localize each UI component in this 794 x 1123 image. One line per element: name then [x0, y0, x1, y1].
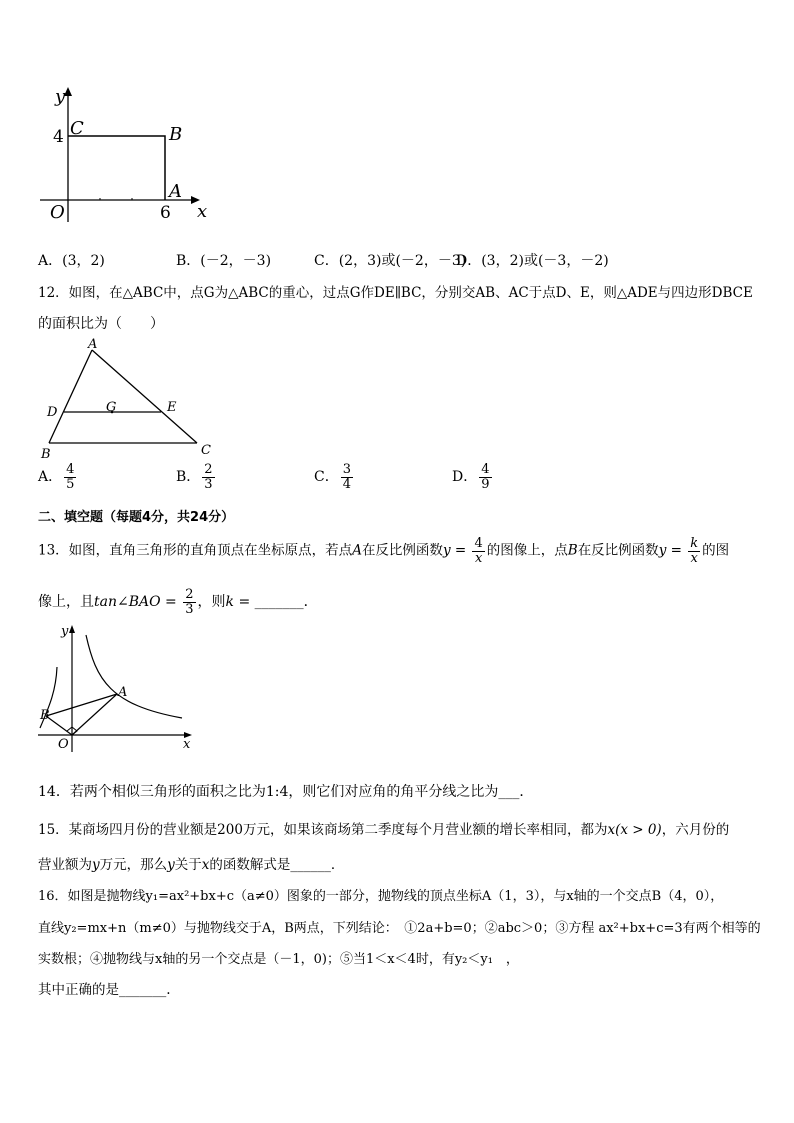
denominator: 3: [185, 601, 194, 617]
label-c: C: [201, 443, 211, 458]
q15-line1: [38, 818, 729, 838]
y-axis-arrow: [69, 625, 75, 633]
section-heading: 二、填空题（每题4分，共24分）: [38, 510, 235, 525]
label-a: A: [88, 337, 98, 352]
q13-text: 在反比例函数: [361, 542, 443, 559]
denominator: x: [474, 550, 483, 566]
var-k: k: [225, 594, 235, 611]
q13-text: 的图像上，点: [486, 542, 568, 559]
label-b: B: [41, 447, 51, 461]
fraction: [688, 537, 700, 565]
segment-ob: [46, 716, 72, 735]
segment-oa: [72, 694, 117, 735]
fraction: [472, 537, 484, 565]
q13-figure: [30, 620, 200, 755]
q11-option-a: A．(3，2): [38, 253, 105, 269]
tick-label-x: 6: [160, 203, 171, 223]
equals: =: [160, 594, 182, 611]
fraction: [202, 463, 214, 491]
q16-line4: 其中正确的是_______.: [38, 982, 171, 998]
numerator: 4: [481, 462, 490, 477]
q16-line2: 直线y₂=mx+n（m≠0）与抛物线交于A，B两点，下列结论： ①2a+b=0；②abc＞0；③方程 ax²+bx+c=3有两个相等的: [38, 921, 761, 936]
equals: =: [666, 542, 687, 559]
label-a: A: [169, 181, 182, 202]
q13-text: 的图: [702, 542, 730, 559]
label-g: G: [106, 400, 117, 415]
q11-option-c: C．(2，3)或(－2，－3): [314, 253, 467, 269]
q13-answer-blank: = _______．: [234, 594, 318, 611]
var-y: y: [167, 857, 175, 873]
q15-text: 的函数解式是______．: [209, 857, 345, 873]
q12-line1: 12．如图，在△ABC中，点G为△ABC的重心，过点G作DE∥BC，分别交AB、AC于点D、E，则△ADE与四边形DBCE: [38, 285, 753, 301]
q11-option-d: D．(3，2)或(－3，－2): [456, 253, 609, 269]
x-axis-label: x: [183, 737, 191, 752]
var-y: y: [92, 857, 100, 873]
label-b: B: [169, 124, 183, 145]
option-label: B．: [176, 469, 201, 486]
q13-text: ，则: [197, 594, 226, 611]
fraction: [341, 463, 353, 491]
q13-text: 13．如图，直角三角形的直角顶点在坐标原点，若点: [38, 542, 353, 559]
q12-option-a: [38, 463, 78, 491]
denominator: 5: [66, 476, 75, 492]
label-a: A: [118, 685, 128, 700]
q12-option-d: [452, 463, 494, 491]
q15-text: 万元，那么: [99, 857, 168, 873]
q12-option-c: [314, 463, 355, 491]
numerator: k: [690, 536, 699, 551]
var-y: y: [658, 542, 667, 559]
fraction: [183, 588, 195, 616]
q13-text: 在反比例函数: [577, 542, 659, 559]
label-d: D: [47, 405, 58, 420]
q15-text: 关于: [174, 857, 202, 873]
q14-text: 14．若两个相似三角形的面积之比为1:4，则它们对应角的角平分线之比为___．: [38, 784, 534, 800]
q16-line1: 16．如图是抛物线y₁=ax²+bx+c（a≠0）图象的一部分，抛物线的顶点坐标A（1，3），与x轴的一个交点B（4，0），: [38, 889, 724, 904]
q12-option-b: [176, 463, 217, 491]
label-origin: O: [58, 737, 69, 752]
math-x: x(x > 0): [607, 822, 662, 838]
fraction: [479, 463, 491, 491]
side-ab: [49, 350, 92, 443]
y-axis-label: y: [55, 86, 66, 107]
q15-line2: [38, 853, 344, 873]
numerator: 4: [474, 536, 483, 551]
point-a: A: [352, 542, 362, 559]
numerator: 2: [204, 462, 213, 477]
var-y: y: [442, 542, 451, 559]
q13-text: 像上，且: [38, 594, 94, 611]
q15-text: ，六月份的: [661, 822, 730, 838]
fraction: [64, 463, 76, 491]
denominator: 3: [204, 476, 213, 492]
rectangle-oabc: [68, 136, 165, 200]
q15-text: 15．某商场四月份的营业额是200万元，如果该商场第二季度每个月营业额的增长率相同，都为: [38, 822, 608, 838]
denominator: 9: [481, 476, 490, 492]
label-origin: O: [50, 202, 65, 223]
y-axis-label: y: [61, 624, 69, 639]
label-e: E: [167, 400, 177, 415]
numerator: 3: [342, 462, 351, 477]
curve-y-4-over-x: [86, 635, 182, 718]
q12-triangle-figure: [36, 336, 226, 461]
q11-option-b: B．(－2，－3): [176, 253, 272, 269]
denominator: x: [690, 550, 698, 566]
q13-line1: [38, 537, 729, 565]
equals: =: [450, 542, 471, 559]
label-c: C: [70, 118, 84, 139]
y-axis-arrow: [64, 87, 72, 96]
var-x: x: [201, 857, 210, 873]
denominator: 4: [342, 476, 351, 492]
segment-ab: [46, 694, 117, 716]
q16-line3: 实数根；④抛物线与x轴的另一个交点是（－1，0)；⑤当1＜x＜4时，有y₂＜y₁ ，: [38, 952, 519, 967]
numerator: 2: [185, 587, 194, 602]
option-label: A．: [38, 469, 63, 486]
q12-line2: 的面积比为（ ）: [38, 316, 164, 332]
side-ac: [92, 350, 197, 443]
x-axis-label: x: [197, 201, 208, 222]
label-b: B: [40, 708, 50, 723]
q11-figure: [30, 82, 220, 227]
point-b: B: [567, 542, 578, 559]
option-label: D．: [452, 469, 478, 486]
q13-line2: [38, 588, 318, 616]
q15-text: 营业额为: [38, 857, 92, 873]
tick-label-y: 4: [53, 127, 64, 147]
tan-expression: tan∠BAO: [94, 594, 161, 611]
numerator: 4: [66, 462, 75, 477]
option-label: C．: [314, 469, 339, 486]
